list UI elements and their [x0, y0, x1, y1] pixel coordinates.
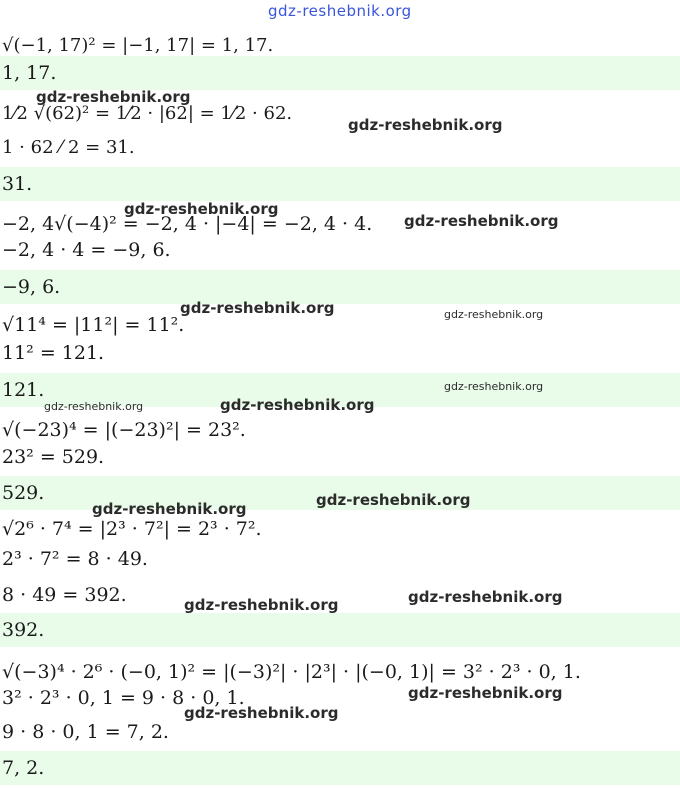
math-line: √(−23)⁴ = |(−23)²| = 23². — [2, 419, 246, 441]
watermark: gdz-reshebnik.org — [44, 400, 144, 413]
answer-band: 121. — [0, 373, 680, 407]
math-line: 1 · 62 ⁄ 2 = 31. — [2, 137, 135, 158]
math-line: −2, 4 · 4 = −9, 6. — [2, 239, 171, 261]
answer-band: 392. — [0, 613, 680, 647]
math-line: 3² · 2³ · 0, 1 = 9 · 8 · 0, 1. — [2, 687, 245, 709]
watermark: gdz-reshebnik.org — [404, 212, 559, 230]
watermark: gdz-reshebnik.org — [92, 500, 247, 518]
math-line: √(−3)⁴ · 2⁶ · (−0, 1)² = |(−3)²| · |2³| · |(−0, 1)| = 3² · 2³ · 0, 1. — [2, 661, 581, 683]
watermark: gdz-reshebnik.org — [124, 200, 279, 218]
header-watermark: gdz-reshebnik.org — [268, 2, 412, 20]
math-line: −2, 4√(−4)² = −2, 4 · |−4| = −2, 4 · 4. — [2, 213, 373, 235]
watermark: gdz-reshebnik.org — [444, 380, 544, 393]
math-line: 9 · 8 · 0, 1 = 7, 2. — [2, 721, 169, 743]
math-line: √11⁴ = |11²| = 11². — [2, 314, 185, 336]
watermark: gdz-reshebnik.org — [180, 299, 335, 317]
math-line: 1⁄2 √(62)² = 1⁄2 · |62| = 1⁄2 · 62. — [2, 103, 293, 124]
math-line: 2³ · 7² = 8 · 49. — [2, 548, 148, 570]
watermark: gdz-reshebnik.org — [408, 588, 563, 606]
answer-band: 1, 17. — [0, 56, 680, 90]
watermark: gdz-reshebnik.org — [408, 684, 563, 702]
math-line: 23² = 529. — [2, 446, 105, 468]
watermark: gdz-reshebnik.org — [184, 704, 339, 722]
watermark: gdz-reshebnik.org — [316, 491, 471, 509]
watermark: gdz-reshebnik.org — [348, 116, 503, 134]
math-line: √2⁶ · 7⁴ = |2³ · 7²| = 2³ · 7². — [2, 518, 262, 540]
watermark: gdz-reshebnik.org — [36, 88, 191, 106]
math-line: 11² = 121. — [2, 342, 105, 364]
math-line: √(−1, 17)² = |−1, 17| = 1, 17. — [2, 35, 274, 56]
watermark: gdz-reshebnik.org — [220, 396, 375, 414]
answer-band: 31. — [0, 167, 680, 201]
answer-band: 7, 2. — [0, 751, 680, 785]
watermark: gdz-reshebnik.org — [444, 308, 544, 321]
math-line: 8 · 49 = 392. — [2, 584, 127, 606]
answer-band: −9, 6. — [0, 270, 680, 304]
watermark: gdz-reshebnik.org — [184, 596, 339, 614]
answer-band: 529. — [0, 476, 680, 510]
